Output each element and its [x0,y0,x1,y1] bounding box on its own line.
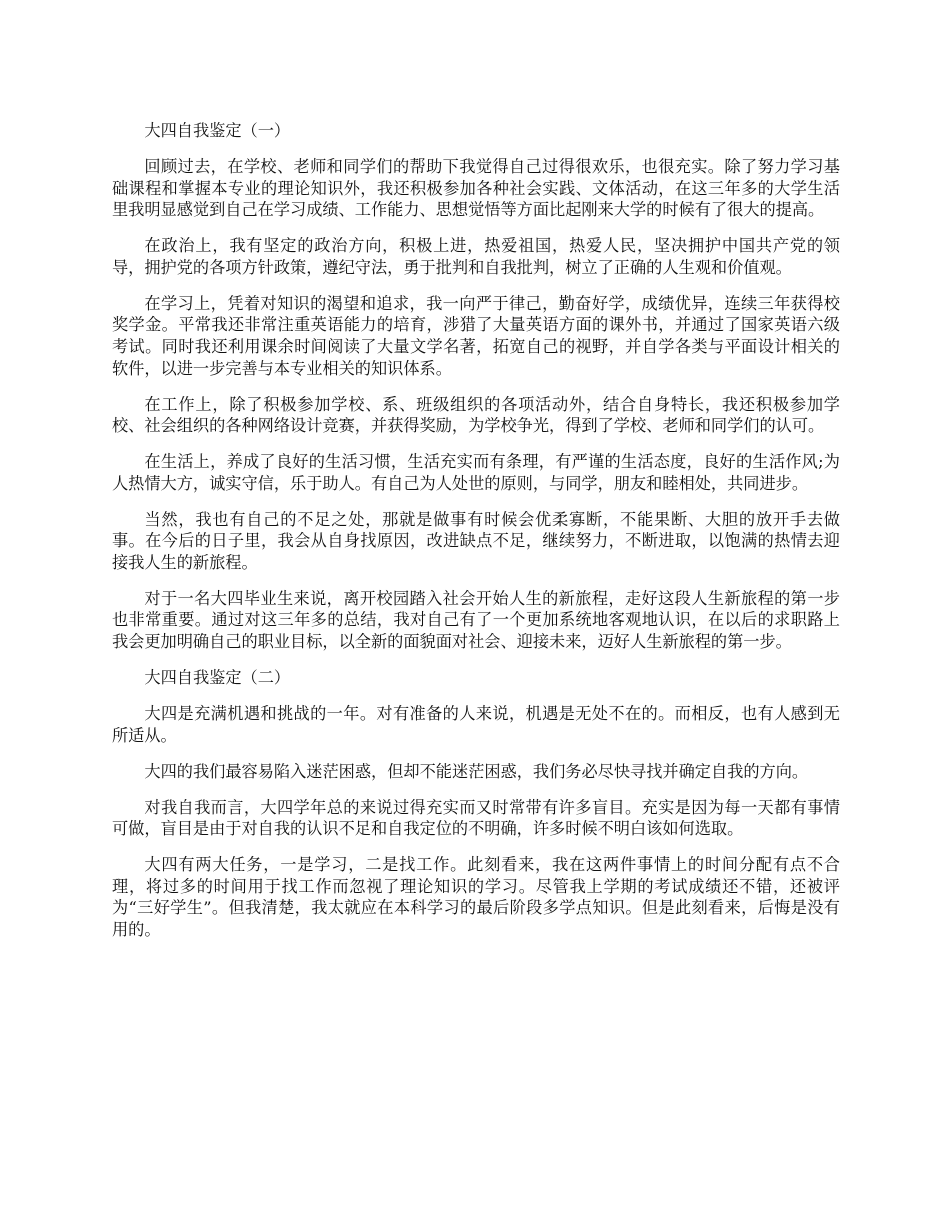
paragraph-two-tasks: 大四有两大任务，一是学习，二是找工作。此刻看来，我在这两件事情上的时间分配有点不合理，将过多的时间用于找工作而忽视了理论知识的学习。尽管我上学期的考试成绩还不错，还被评为“三好学生”。但我清楚，我太就应在本科学习的最后阶段多学点知识。但是此刻看来，后悔是没有用的。 [112,855,840,939]
paragraph-work: 在工作上，除了积极参加学校、系、班级组织的各项活动外，结合自身特长，我还积极参加学校、社会组织的各种网络设计竞赛，并获得奖励，为学校争光，得到了学校、老师和同学们的认可。 [112,394,840,436]
section-heading-2: 大四自我鉴定（二） [144,668,291,687]
document-page [112,120,840,955]
paragraph-study: 在学习上，凭着对知识的渴望和追求，我一向严于律己，勤奋好学，成绩优异，连续三年获得校奖学金。平常我还非常注重英语能力的培育，涉猎了大量英语方面的课外书，并通过了国家英语六级考试。同时我还利用课余时间阅读了大量文学名著，拓宽自己的视野，并自学各类与平面设计相关的软件，以进一步完善与本专业相关的知识体系。 [112,293,840,378]
paragraph-summary: 对于一名大四毕业生来说，离开校园踏入社会开始人生的新旅程，走好这段人生新旅程的第一步也非常重要。通过对这三年多的总结，我对自己有了一个更加系统地客观地认识，在以后的求职路上我会更加明确自己的职业目标，以全新的面貌面对社会、迎接未来，迈好人生新旅程的第一步。 [112,588,840,652]
paragraph-life: 在生活上，养成了良好的生活习惯，生活充实而有条理，有严谨的生活态度，良好的生活作风;为人热情大方，诚实守信，乐于助人。有自己为人处世的原则，与同学，朋友和睦相处，共同进步。 [112,452,840,493]
paragraph-shortcomings: 当然，我也有自己的不足之处，那就是做事有时候会优柔寡断，不能果断、大胆的放开手去做事。在今后的日子里，我会从自身找原因，改进缺点不足，继续努力，不断进取，以饱满的热情去迎接我人生的新旅程。 [112,509,840,572]
paragraph-self-view: 对我自我而言，大四学年总的来说过得充实而又时常带有许多盲目。充实是因为每一天都有事情可做，盲目是由于对自我的认识不足和自我定位的不明确，许多时候不明白该如何选取。 [112,797,840,839]
paragraph-opportunity: 大四是充满机遇和挑战的一年。对有准备的人来说，机遇是无处不在的。而相反，也有人感到无所适从。 [112,703,840,745]
paragraph-review: 回顾过去，在学校、老师和同学们的帮助下我觉得自己过得很欢乐，也很充实。除了努力学习基础课程和掌握本专业的理论知识外，我还积极参加各种社会实践、文体活动，在这三年多的大学生活里我明显感觉到自己在学习成绩、工作能力、思想觉悟等方面比起刚来大学的时候有了很大的提高。 [112,156,840,220]
paragraph-politics: 在政治上，我有坚定的政治方向，积极上进，热爱祖国，热爱人民，坚决拥护中国共产党的领导，拥护党的各项方针政策，遵纪守法，勇于批判和自我批判，树立了正确的人生观和价值观。 [112,236,840,277]
paragraph-confusion: 大四的我们最容易陷入迷茫困惑，但却不能迷茫困惑，我们务必尽快寻找并确定自我的方向。 [144,761,809,781]
section-heading-1: 大四自我鉴定（一） [144,121,291,140]
